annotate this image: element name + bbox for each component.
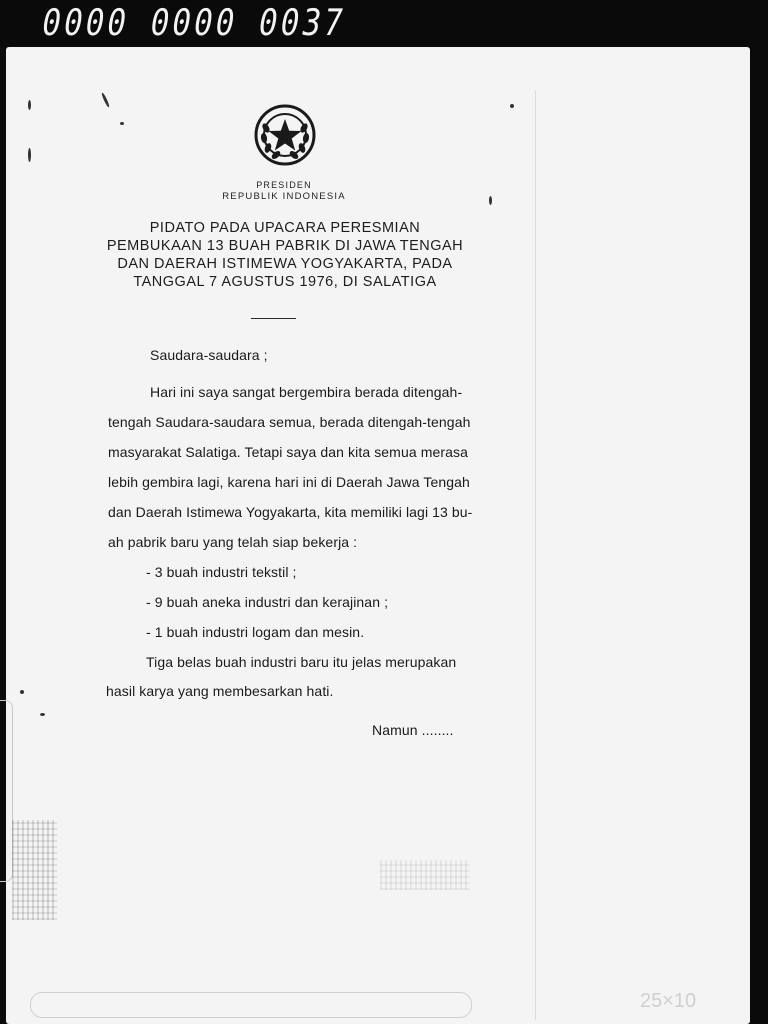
scan-speck: [40, 713, 45, 716]
title-line: PIDATO PADA UPACARA PERESMIAN: [149, 220, 421, 236]
body-line: Tiga belas buah industri baru itu jelas merupakan: [146, 654, 457, 670]
list-item: - 3 buah industri tekstil ;: [146, 564, 297, 580]
title-line: DAN DAERAH ISTIMEWA YOGYAKARTA, PADA: [117, 256, 453, 272]
body-line: Hari ini saya sangat bergembira berada ditengah-: [150, 384, 463, 400]
scan-speck: [28, 100, 31, 110]
emblem-icon: [254, 104, 316, 166]
frame-number: 0000 0000 0037: [38, 2, 350, 45]
title-line: PEMBUKAAN 13 BUAH PABRIK DI JAWA TENGAH: [106, 238, 464, 254]
reduction-ratio-mark: 25×10: [640, 990, 697, 1012]
salutation: Saudara-saudara ;: [150, 347, 268, 363]
list-item: - 9 buah aneka industri dan kerajinan ;: [146, 594, 389, 610]
letterhead-line-2: REPUBLIK INDONESIA: [222, 191, 346, 202]
body-line: masyarakat Salatiga. Tetapi saya dan kita semua merasa: [108, 444, 468, 460]
scan-speck: [510, 104, 514, 108]
film-sprocket-tab: [30, 992, 472, 1018]
microfilm-frame-bar: [0, 0, 768, 46]
title-line: TANGGAL 7 AGUSTUS 1976, DI SALATIGA: [133, 274, 437, 290]
body-line: ah pabrik baru yang telah siap bekerja :: [108, 534, 358, 550]
title-divider: [251, 318, 296, 319]
scan-speck: [120, 122, 124, 125]
scan-speck: [489, 196, 492, 205]
letterhead-line-1: PRESIDEN: [256, 180, 312, 190]
body-line: hasil karya yang membesarkan hati.: [106, 683, 334, 699]
film-edge: [750, 0, 768, 1024]
speech-title: [100, 219, 470, 291]
body-line: lebih gembira lagi, karena hari ini di Daerah Jawa Tengah: [108, 474, 470, 490]
body-line: dan Daerah Istimewa Yogyakarta, kita memiliki lagi 13 bu-: [108, 504, 473, 520]
list-item: - 1 buah industri logam dan mesin.: [146, 624, 365, 640]
scan-speck: [28, 148, 31, 162]
scan-speck: [20, 690, 24, 694]
body-line: tengah Saudara-saudara semua, berada ditengah-tengah: [108, 414, 471, 430]
continuation-catchword: Namun ........: [372, 722, 454, 738]
scan-noise: [12, 820, 57, 920]
scan-noise: [380, 860, 470, 890]
